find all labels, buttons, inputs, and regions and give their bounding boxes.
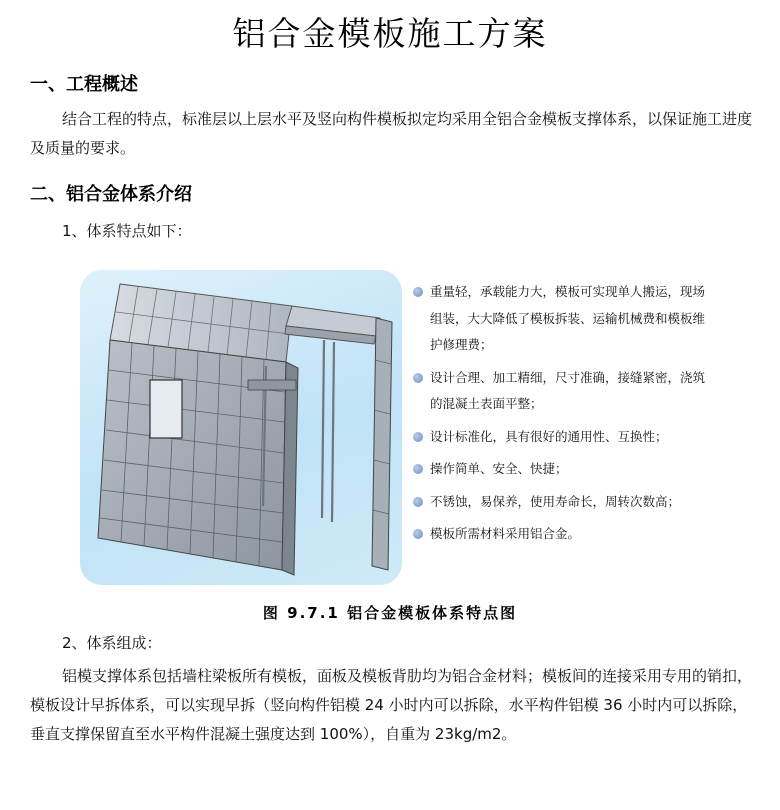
bullet-icon <box>413 373 423 383</box>
bullet-icon <box>413 464 423 474</box>
feature-item <box>412 521 712 548</box>
document-title: 铝合金模板施工方案 <box>232 14 548 53</box>
feature-item <box>412 365 712 418</box>
feature-text: 不锈蚀，易保养，使用寿命长，周转次数高； <box>430 493 681 509</box>
feature-item <box>412 424 712 451</box>
overview-paragraph: 结合工程的特点，标准层以上层水平及竖向构件模板拟定均采用全铝合金模板支撑体系，以保证施工进度及质量的要求。 <box>30 110 753 157</box>
bullet-icon <box>413 432 423 442</box>
feature-text: 设计标准化，具有很好的通用性、互换性； <box>430 428 668 444</box>
feature-text: 设计合理、加工精细，尺寸准确，接缝紧密，浇筑的混凝土表面平整； <box>430 369 706 411</box>
feature-text: 操作简单、安全、快捷； <box>430 461 568 476</box>
section-heading-system: 二、铝合金体系介绍 <box>30 184 192 205</box>
feature-item <box>412 489 712 516</box>
figure-caption: 图 9.7.1 铝合金模板体系特点图 <box>262 604 518 622</box>
section-heading-overview: 一、工程概述 <box>30 74 138 95</box>
composition-paragraph: 铝模支撑体系包括墙柱梁板所有模板，面板及模板背肋均为铝合金材料；模板间的连接采用专用的销扣，模板设计早拆体系，可以实现早拆（竖向构件铝模 24 小时内可以拆除，水平构件铝模 36 小时内可以拆除，垂直支撑保留直至水平构件混凝土强度达到 100%），自重为 23kg/m2。 <box>30 667 753 743</box>
feature-text: 模板所需材料采用铝合金。 <box>430 526 581 541</box>
feature-text: 重量轻，承载能力大，模板可实现单人搬运，现场组装，大大降低了模板拆装、运输机械费和模板维护修理费； <box>430 284 706 352</box>
formwork-drawing <box>80 270 402 585</box>
bullet-icon <box>413 529 423 539</box>
subsection-composition-heading: 2、体系组成： <box>62 634 162 652</box>
feature-list <box>412 279 712 554</box>
feature-item <box>412 456 712 483</box>
subsection-features-heading: 1、体系特点如下： <box>62 222 192 240</box>
formwork-illustration <box>80 270 402 585</box>
feature-item <box>412 279 712 359</box>
bullet-icon <box>413 287 423 297</box>
bullet-icon <box>413 497 423 507</box>
